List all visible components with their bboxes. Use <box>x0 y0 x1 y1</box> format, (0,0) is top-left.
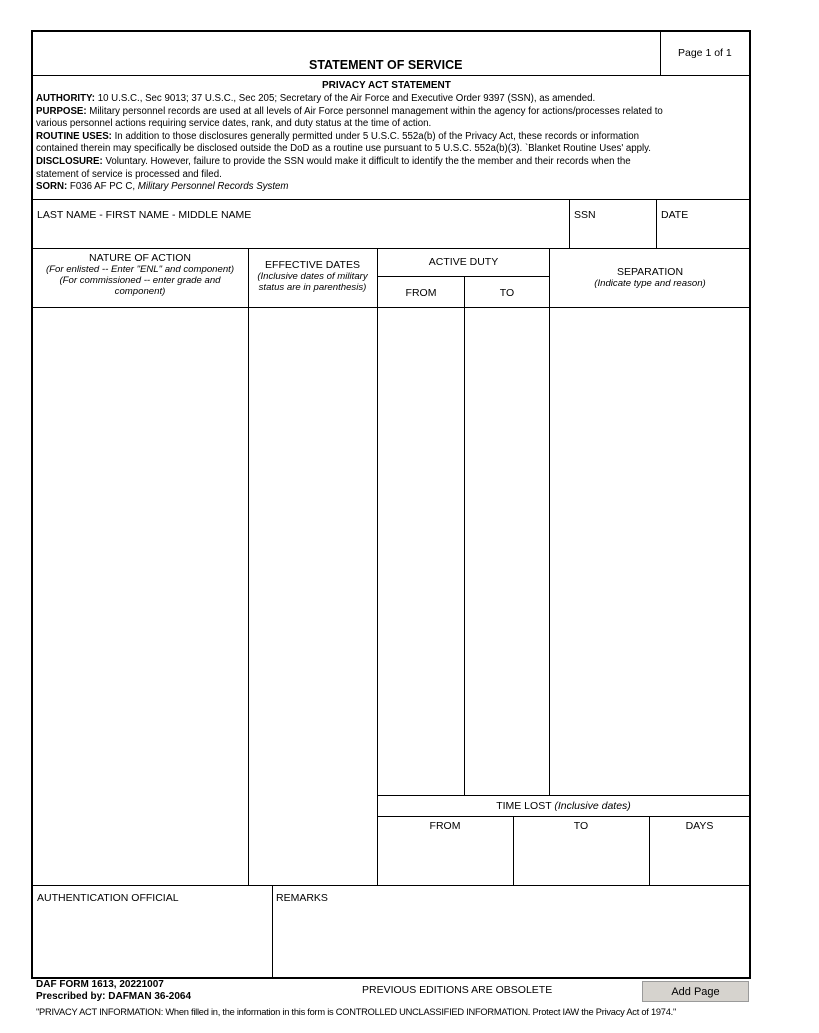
separation-note: (Indicate type and reason) <box>594 278 706 289</box>
nature-note-enlisted: (For enlisted -- Enter "ENL" and component) <box>45 264 235 275</box>
privacy-notice: "PRIVACY ACT INFORMATION: When filled in, the information in this form is CONTROLLED UNCLASSIFIED INFORMATION. Protect IAW the Privacy Act of 1974." <box>36 1007 677 1017</box>
time-lost-days-entry[interactable] <box>650 835 749 884</box>
header-divider <box>32 75 750 76</box>
disclosure-text-continued: statement of service is processed and filed. <box>36 168 222 180</box>
active-duty-header: ACTIVE DUTY <box>428 256 499 268</box>
authority-label: AUTHORITY: <box>36 93 96 104</box>
form-id: DAF FORM 1613, 20221007 <box>36 979 164 990</box>
active-duty-from-entry[interactable] <box>378 308 463 794</box>
prescribed-by: Prescribed by: DAFMAN 36-2064 <box>36 991 192 1002</box>
identity-divider <box>32 248 750 249</box>
remarks-label: REMARKS <box>276 892 328 904</box>
purpose-text: Military personnel records are used at all levels of Air Force personnel management within the agency for actions/processes related to <box>86 105 663 117</box>
privacy-act-heading: PRIVACY ACT STATEMENT <box>322 80 451 91</box>
date-label: DATE <box>661 209 689 221</box>
privacy-act-statement <box>36 93 748 194</box>
effective-note-1: (Inclusive dates of military <box>257 271 368 282</box>
authentication-official-field[interactable] <box>32 886 272 978</box>
authentication-official-label: AUTHENTICATION OFFICIAL <box>37 892 179 904</box>
purpose-label: PURPOSE: <box>36 105 87 117</box>
remarks-field[interactable] <box>273 886 750 978</box>
time-lost-from-header: FROM <box>429 820 461 832</box>
separation-title: SEPARATION <box>616 266 684 278</box>
separation-entry[interactable] <box>550 308 749 794</box>
name-label: LAST NAME - FIRST NAME - MIDDLE NAME <box>37 209 252 221</box>
add-page-button[interactable]: Add Page <box>642 981 749 1002</box>
nature-title: NATURE OF ACTION <box>89 252 191 264</box>
time-lost-days-header: DAYS <box>685 820 714 832</box>
effective-note-2: status are in parenthesis) <box>258 282 367 293</box>
separation-header <box>550 267 750 289</box>
sorn-label: SORN: <box>36 181 68 193</box>
ssn-field[interactable] <box>570 200 656 248</box>
time-lost-title: TIME LOST <box>496 800 555 812</box>
time-lost-note: (Inclusive dates) <box>554 800 631 812</box>
purpose-text-continued: various personnel actions requiring service dates, rank, and duty status at the time of action. <box>36 118 432 130</box>
name-field[interactable] <box>32 200 569 248</box>
time-lost-to-entry[interactable] <box>514 835 648 884</box>
routine-uses-text-continued: contained therein may specifically be disclosed outside the DoD as a routine use pursuant to 5 U.S.C. 552a(b)(3). `Blanket Routine Uses' apply. <box>36 143 651 155</box>
page-indicator: Page 1 of 1 <box>678 47 732 59</box>
sorn-text: F036 AF PC C, <box>67 181 138 193</box>
effective-dates-entry[interactable] <box>249 308 376 884</box>
active-duty-from-header: FROM <box>405 287 437 299</box>
time-lost-from-entry[interactable] <box>378 835 512 884</box>
nature-note-commissioned: (For commissioned -- enter grade and <box>59 275 221 286</box>
nature-of-action-header <box>32 253 248 297</box>
disclosure-label: DISCLOSURE: <box>36 155 103 167</box>
time-lost-subdivider <box>377 816 750 817</box>
time-lost-top-divider <box>377 795 750 796</box>
ssn-label: SSN <box>574 209 596 221</box>
time-lost-header <box>377 801 750 812</box>
routine-uses-text: In addition to those disclosures generally permitted under 5 U.S.C. 552a(b) of the Privacy Act, these records or information <box>111 130 640 142</box>
active-duty-to-header: TO <box>499 287 515 299</box>
effective-title: EFFECTIVE DATES <box>265 259 360 271</box>
routine-uses-label: ROUTINE USES: <box>36 130 112 142</box>
date-field[interactable] <box>657 200 750 248</box>
effective-dates-header <box>248 260 377 293</box>
nature-note-component: component) <box>114 286 166 297</box>
page-box-divider <box>660 31 661 75</box>
authority-text: 10 U.S.C., Sec 9013; 37 U.S.C., Sec 205; Secretary of the Air Force and Executive Order 9397 (SSN), as amended. <box>95 93 596 104</box>
disclosure-text: Voluntary. However, failure to provide the SSN would make it difficult to identify the the member and their records when the <box>102 155 631 167</box>
obsolete-notice: PREVIOUS EDITIONS ARE OBSOLETE <box>362 984 553 996</box>
active-duty-to-entry[interactable] <box>465 308 548 794</box>
form-title: STATEMENT OF SERVICE <box>309 58 463 72</box>
time-lost-to-header: TO <box>573 820 589 832</box>
sorn-system-name: Military Personnel Records System <box>137 181 289 193</box>
nature-of-action-entry[interactable] <box>33 308 247 884</box>
